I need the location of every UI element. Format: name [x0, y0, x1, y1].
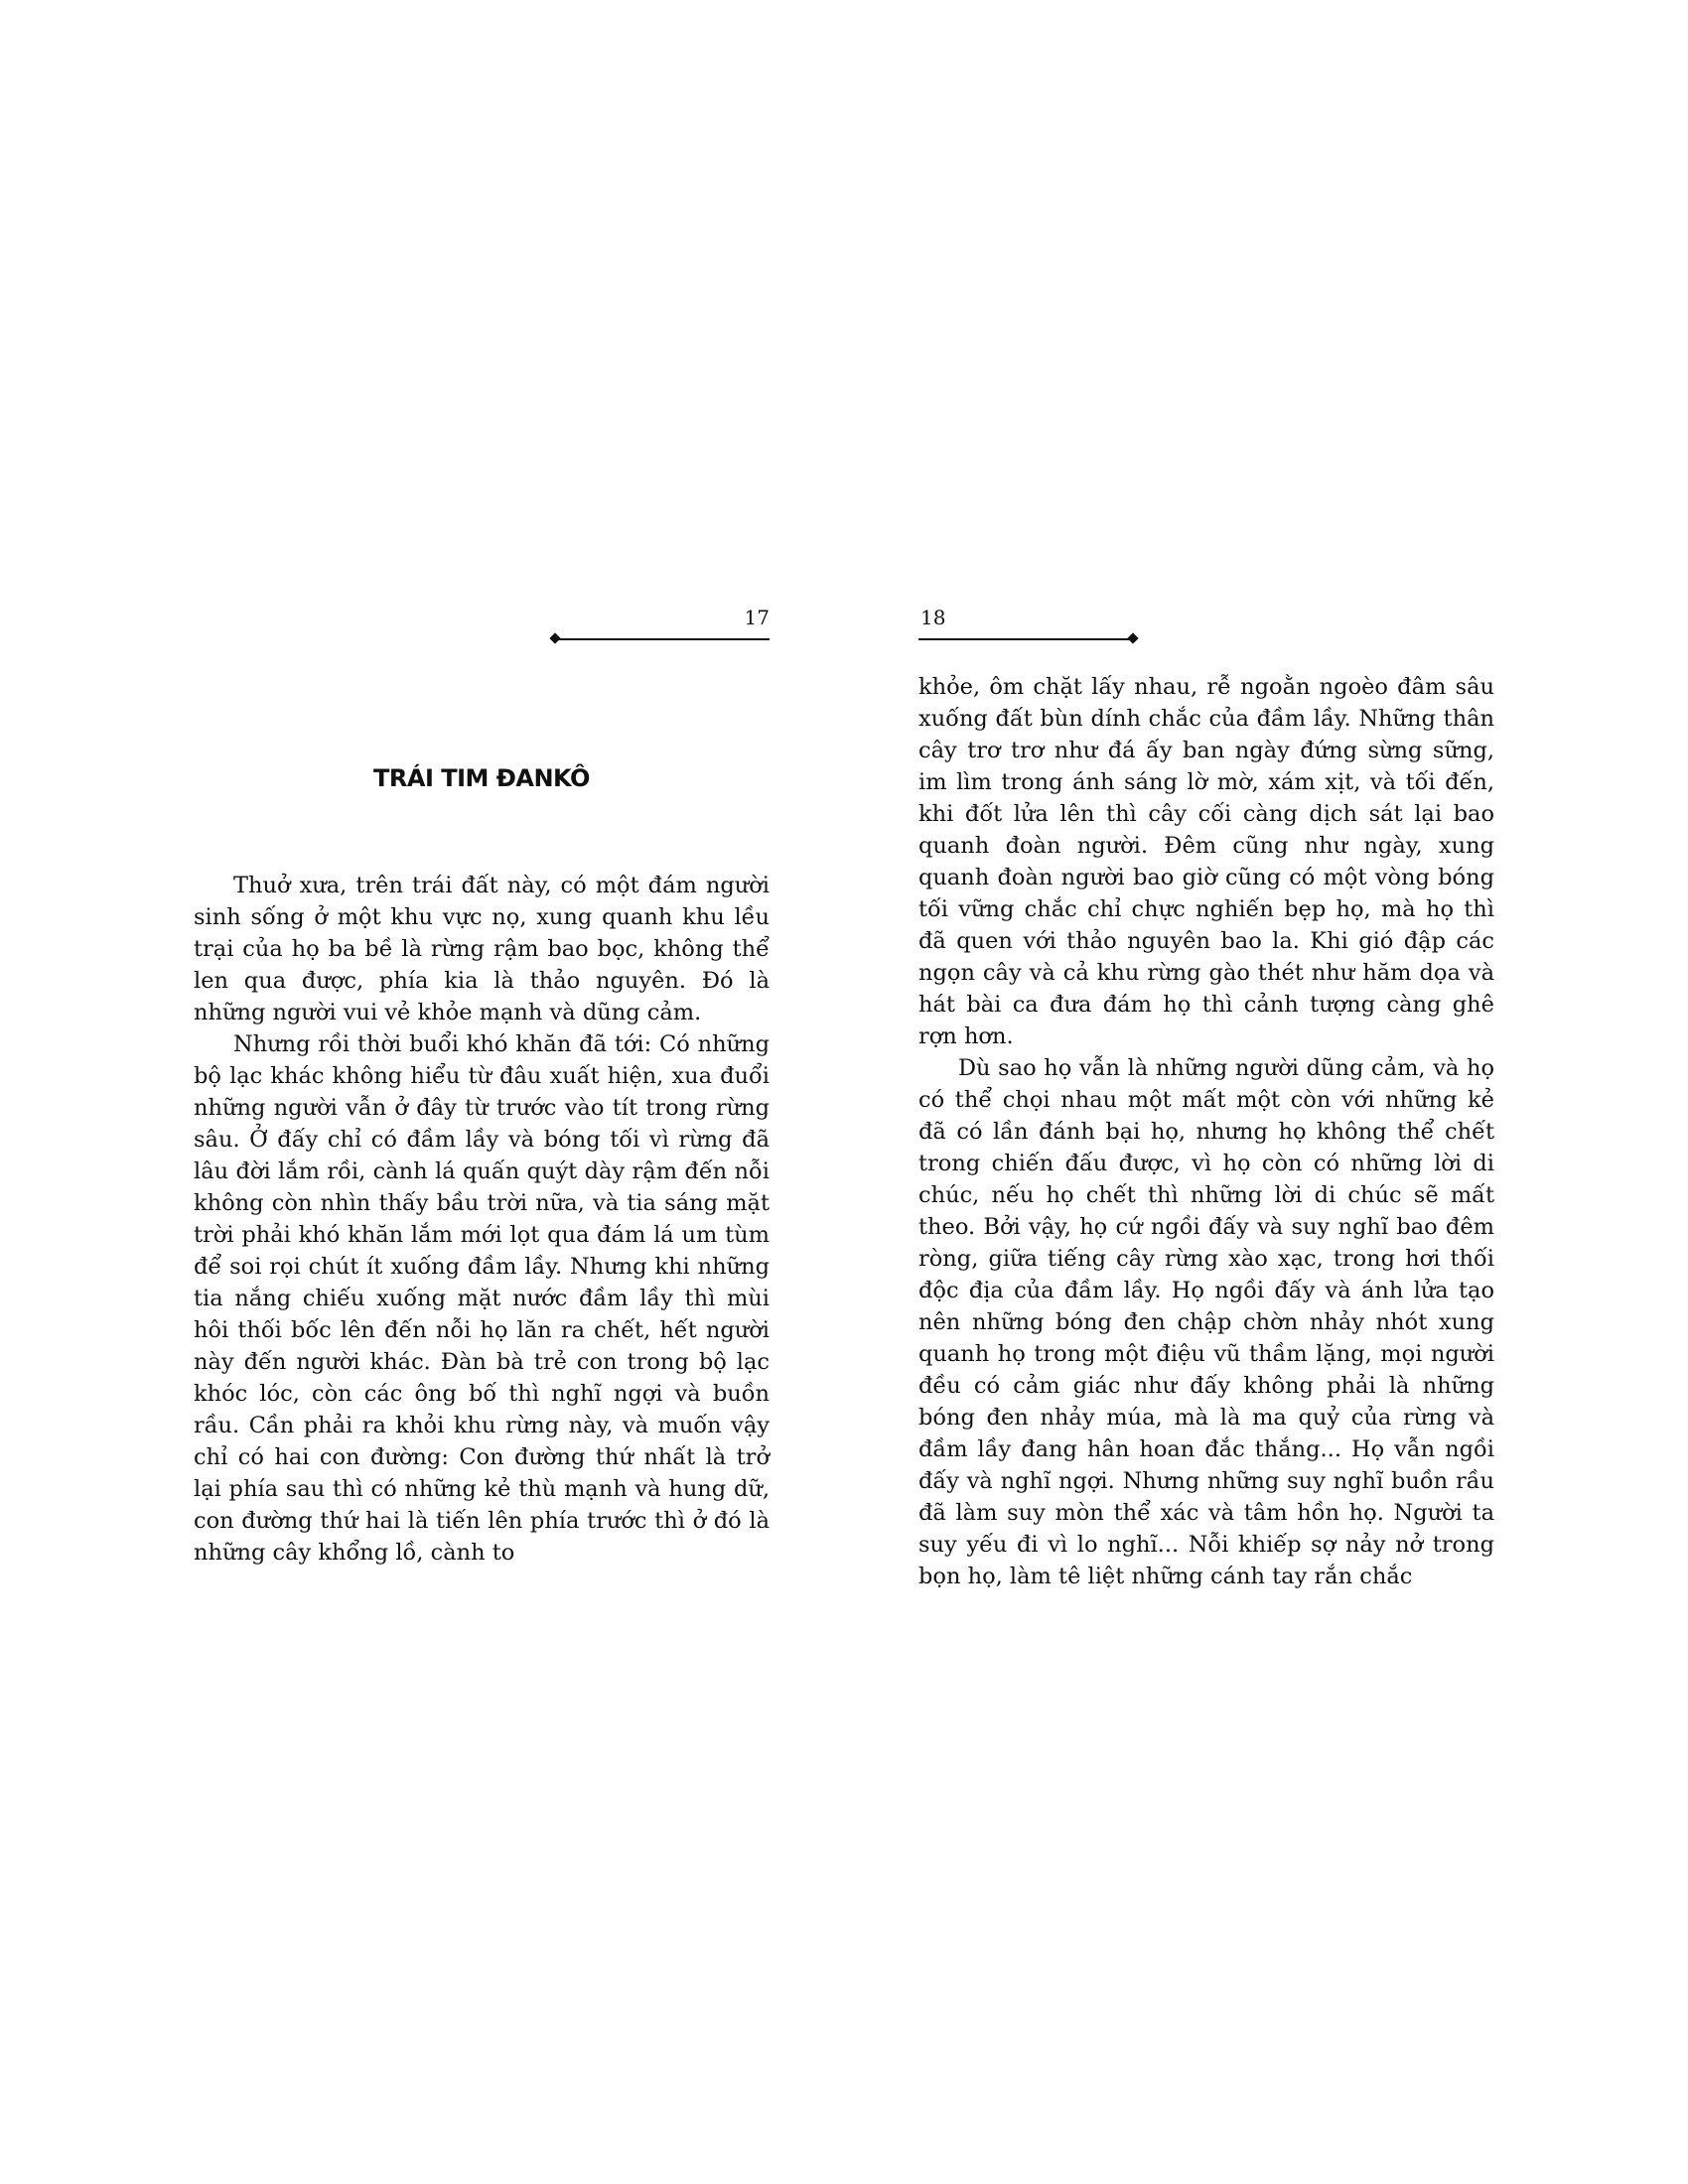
- right-page-header: [918, 606, 1494, 655]
- page-number: 18: [920, 606, 946, 629]
- chapter-title: TRÁI TIM ĐANKÔ: [373, 764, 590, 792]
- paragraph: Nhưng rồi thời buổi khó khăn đã tới: Có những bộ lạc khác không hiểu từ đâu xuất hiện, xua đuổi những người vẫn ở đây từ trước vào tít trong rừng sâu. Ở đấy chỉ có đầm lầy và bóng tối vì rừng đã lâu đời lắm rồi, cành lá quấn quýt dày rậm đến nỗi không còn nhìn thấy bầu trời nữa, và tia sáng mặt trời phải khó khăn lắm mới lọt qua đám lá um tùm để soi rọi chút ít xuống đầm lầy. Nhưng khi những tia nắng chiếu xuống mặt nước đầm lầy thì mùi hôi thối bốc lên đến nỗi họ lăn ra chết, hết người này đến người khác. Đàn bà trẻ con trong bộ lạc khóc lóc, còn các ông bố thì nghĩ ngợi và buồn rầu. Cần phải ra khỏi khu rừng này, và muốn vậy chỉ có hai con đường: Con đường thứ nhất là trở lại phía sau thì có những kẻ thù mạnh và hung dữ, con đường thứ hai là tiến lên phía trước thì ở đó là những cây khổng lồ, cành to: [194, 1031, 770, 1566]
- header-rule: [918, 638, 1132, 640]
- right-page: [918, 606, 1494, 1592]
- left-page: [194, 606, 770, 1569]
- diamond-ornament-icon: [1127, 632, 1138, 643]
- paragraph: khỏe, ôm chặt lấy nhau, rễ ngoằn ngoèo đâm sâu xuống đất bùn dính chắc của đầm lầy. Những thân cây trơ trơ như đá ấy ban ngày đứng sừng sững, im lìm trong ánh sáng lờ mờ, xám xịt, và tối đến, khi đốt lửa lên thì cây cối càng dịch sát lại bao quanh đoàn người. Đêm cũng như ngày, xung quanh đoàn người bao giờ cũng có một vòng bóng tối vững chắc chỉ chực nghiến bẹp họ, mà họ thì đã quen với thảo nguyên bao la. Khi gió đập các ngọn cây và cả khu rừng gào thét như hăm dọa và hát bài ca đưa đám họ thì cảnh tượng càng ghê rợn hơn.: [918, 674, 1494, 1049]
- left-page-body: [194, 870, 770, 1569]
- page-number: 17: [744, 606, 770, 629]
- paragraph: Thuở xưa, trên trái đất này, có một đám người sinh sống ở một khu vực nọ, xung quanh khu lều trại của họ ba bề là rừng rậm bao bọc, không thể len qua được, phía kia là thảo nguyên. Đó là những người vui vẻ khỏe mạnh và dũng cảm.: [194, 873, 770, 1025]
- right-page-body: [918, 671, 1494, 1592]
- left-page-header: [194, 606, 770, 655]
- header-rule: [556, 638, 770, 640]
- paragraph: Dù sao họ vẫn là những người dũng cảm, và họ có thể chọi nhau một mất một còn với những kẻ đã có lần đánh bại họ, nhưng họ không thể chết trong chiến đấu được, vì họ còn có những lời di chúc, nếu họ chết thì những lời di chúc sẽ mất theo. Bởi vậy, họ cứ ngồi đấy và suy nghĩ bao đêm ròng, giữa tiếng cây rừng xào xạc, trong hơi thối độc địa của đầm lầy. Họ ngồi đấy và ánh lửa tạo nên những bóng đen chập chờn nhảy nhót xung quanh họ trong một điệu vũ thầm lặng, mọi người đều có cảm giác như đấy không phải là những bóng đen nhảy múa, mà là ma quỷ của rừng và đầm lầy đang hân hoan đắc thắng... Họ vẫn ngồi đấy và nghĩ ngợi. Nhưng những suy nghĩ buồn rầu đã làm suy mòn thể xác và tâm hồn họ. Người ta suy yếu đi vì lo nghĩ... Nỗi khiếp sợ nảy nở trong bọn họ, làm tê liệt những cánh tay rắn chắc: [918, 1055, 1494, 1589]
